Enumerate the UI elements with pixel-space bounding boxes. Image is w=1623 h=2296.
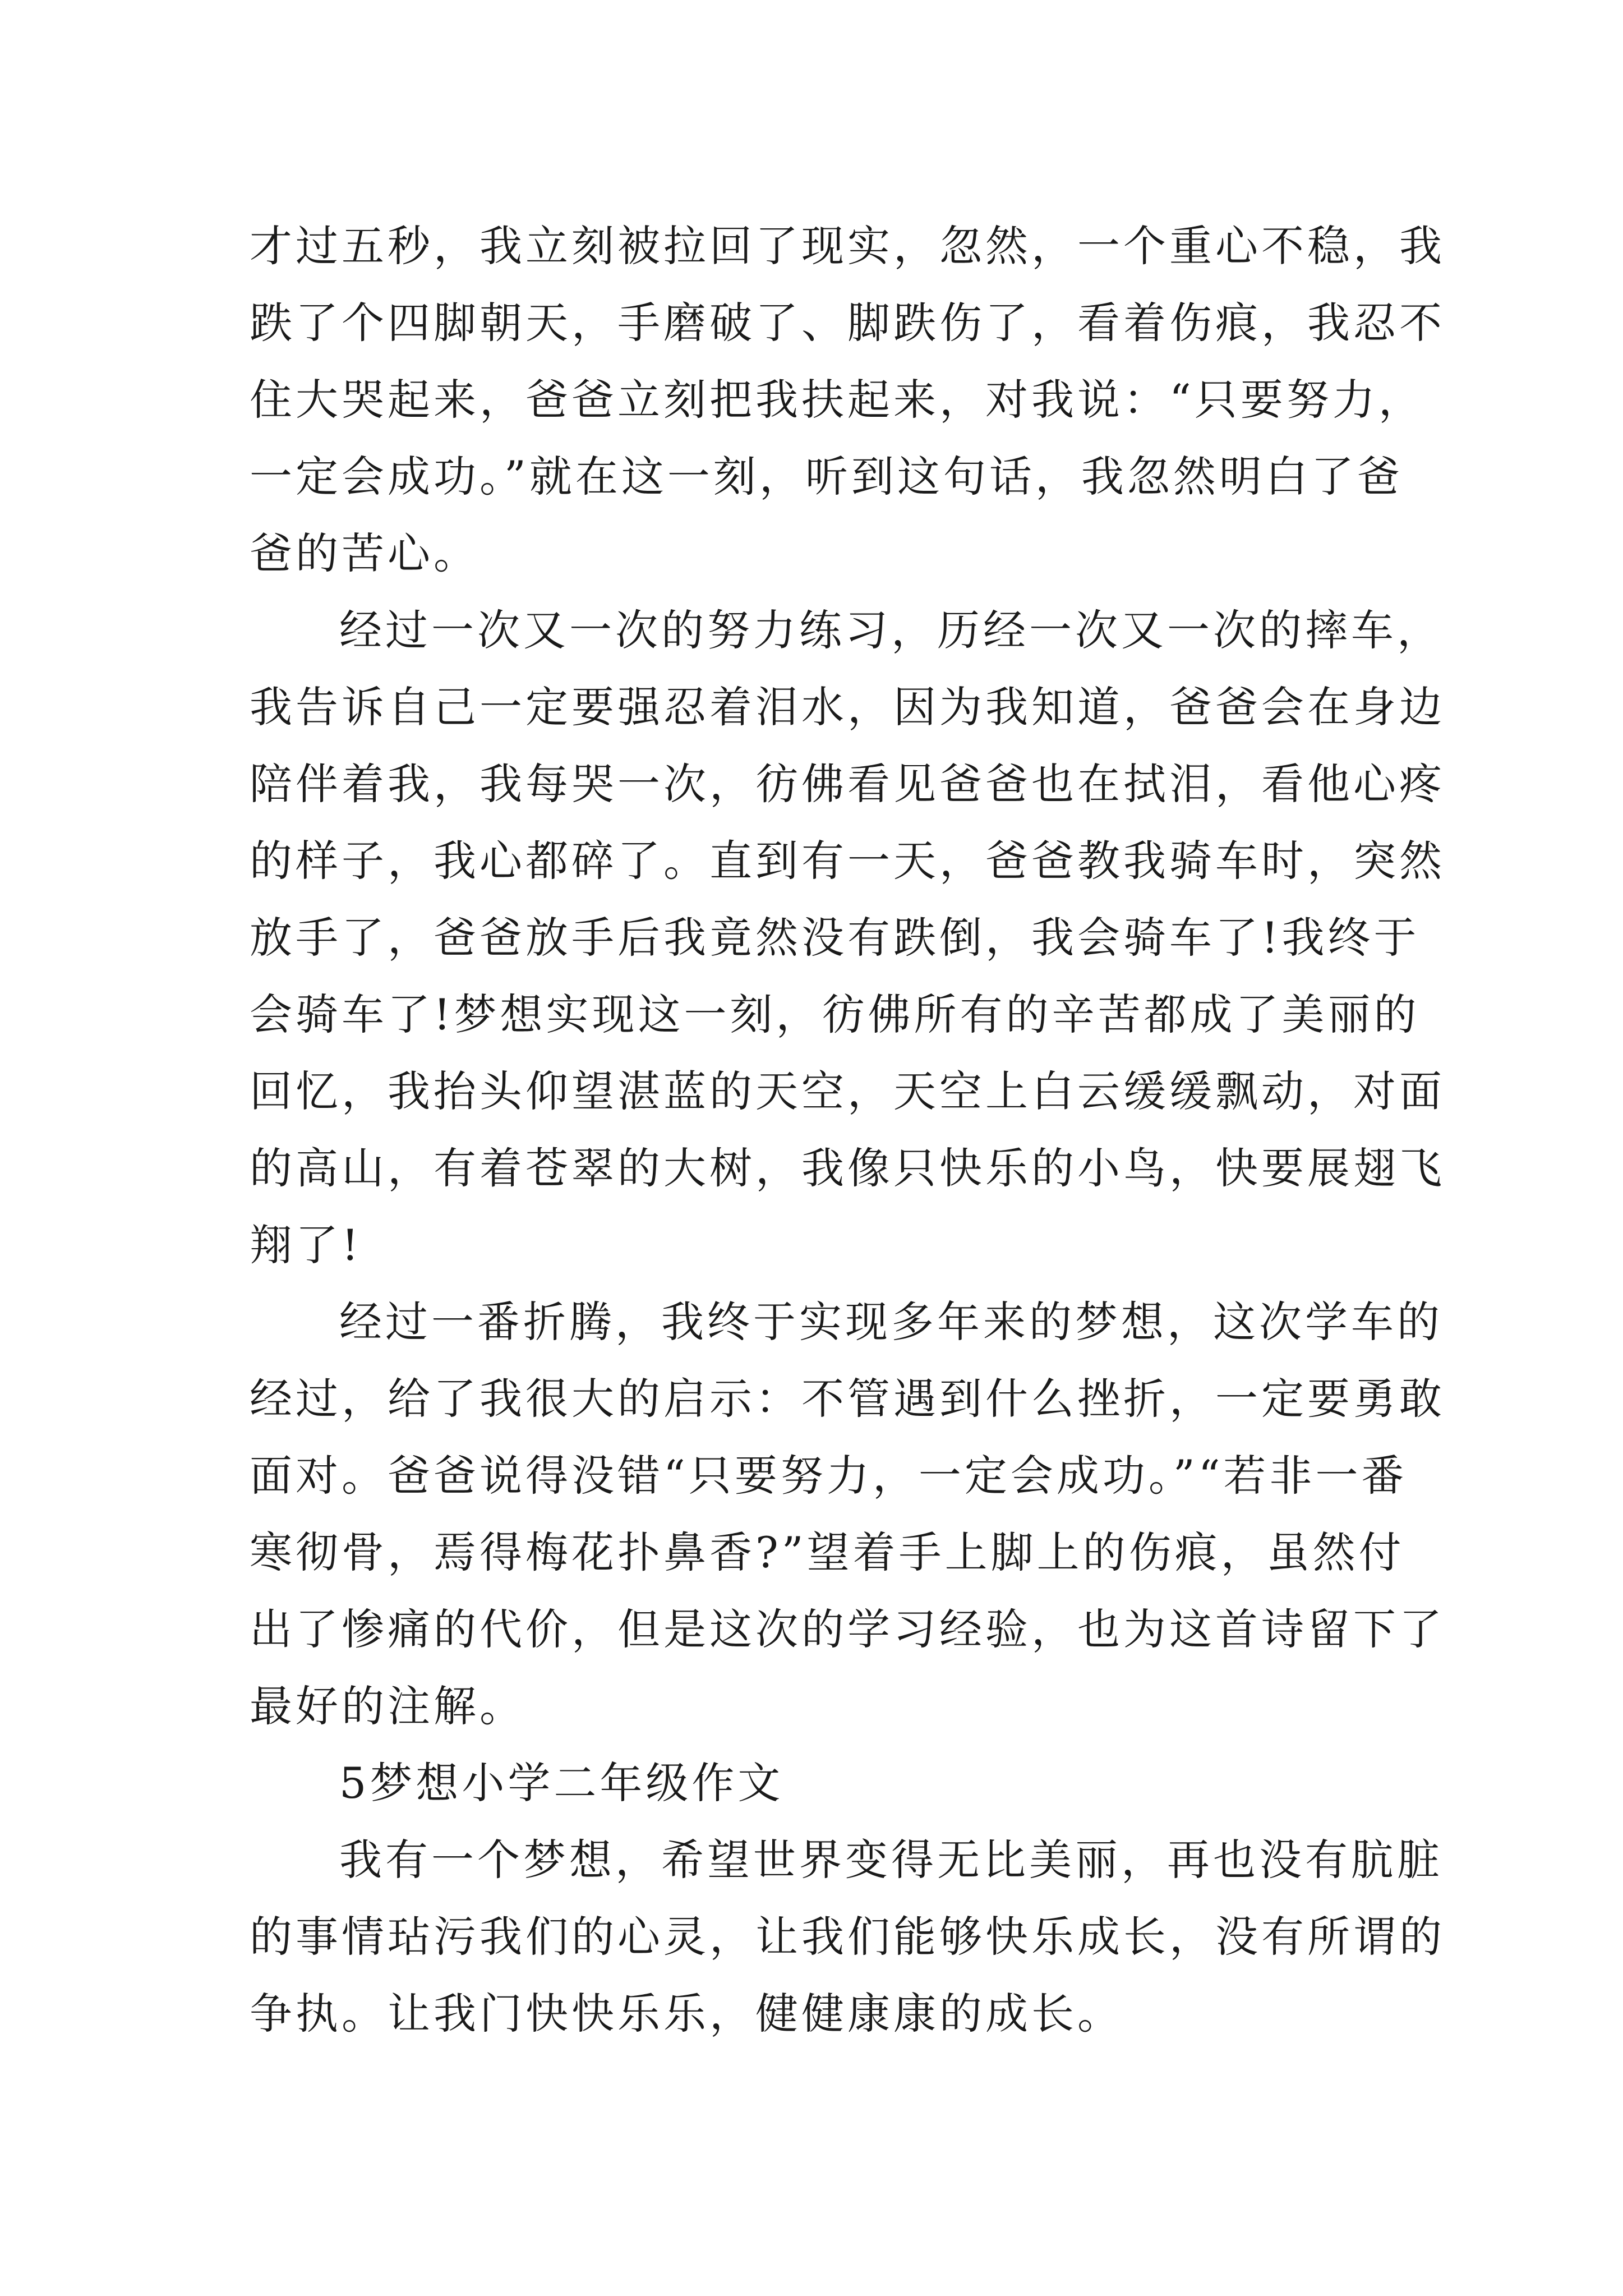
- text-line: 爸的苦心。: [250, 528, 479, 578]
- text-line: 经过一番折腾，我终于实现多年来的梦想，这次学车的: [339, 1297, 1443, 1347]
- text-line: 的事情玷污我们的心灵，让我们能够快乐成长，没有所谓的: [250, 1912, 1445, 1962]
- document-body: [250, 208, 1445, 2052]
- text-line: 的样子，我心都碎了。直到有一天，爸爸教我骑车时，突然: [250, 836, 1445, 886]
- text-line: 回忆，我抬头仰望湛蓝的天空，天空上白云缓缓飘动，对面: [250, 1066, 1445, 1116]
- text-line: 经过，给了我很大的启示：不管遇到什么挫折，一定要勇敢: [250, 1374, 1445, 1424]
- text-line: 翔了!: [250, 1220, 362, 1270]
- text-line: 出了惨痛的代价，但是这次的学习经验，也为这首诗留下了: [250, 1604, 1445, 1654]
- text-line: 住大哭起来，爸爸立刻把我扶起来，对我说：“只要努力，: [250, 375, 1424, 425]
- section-heading: 5梦想小学二年级作文: [339, 1758, 784, 1808]
- text-line: 面对。爸爸说得没错“只要努力，一定会成功。”“若非一番: [250, 1451, 1408, 1501]
- text-line: 会骑车了!梦想实现这一刻，彷佛所有的辛苦都成了美丽的: [250, 990, 1420, 1039]
- text-line: 才过五秒，我立刻被拉回了现实，忽然，一个重心不稳，我: [250, 221, 1445, 271]
- text-line: 放手了，爸爸放手后我竟然没有跌倒，我会骑车了!我终于: [250, 913, 1420, 963]
- text-line: 陪伴着我，我每哭一次，彷佛看见爸爸也在拭泪，看他心疼: [250, 759, 1445, 809]
- text-line: 我告诉自己一定要强忍着泪水，因为我知道，爸爸会在身边: [250, 682, 1445, 732]
- text-line: 的高山，有着苍翠的大树，我像只快乐的小鸟，快要展翅飞: [250, 1143, 1445, 1193]
- text-line: 寒彻骨，焉得梅花扑鼻香?”望着手上脚上的伤痕，虽然付: [250, 1527, 1405, 1577]
- text-line: 跌了个四脚朝天，手磨破了、脚跌伤了，看着伤痕，我忍不: [250, 298, 1445, 348]
- text-line: 争执。让我门快快乐乐，健健康康的成长。: [250, 1989, 1123, 2039]
- text-line: 最好的注解。: [250, 1681, 525, 1731]
- text-line: 我有一个梦想，希望世界变得无比美丽，再也没有肮脏: [339, 1835, 1443, 1885]
- text-line: 一定会成功。”就在这一刻，听到这句话，我忽然明白了爸: [250, 452, 1403, 501]
- text-line: 经过一次又一次的努力练习，历经一次又一次的摔车，: [339, 605, 1443, 655]
